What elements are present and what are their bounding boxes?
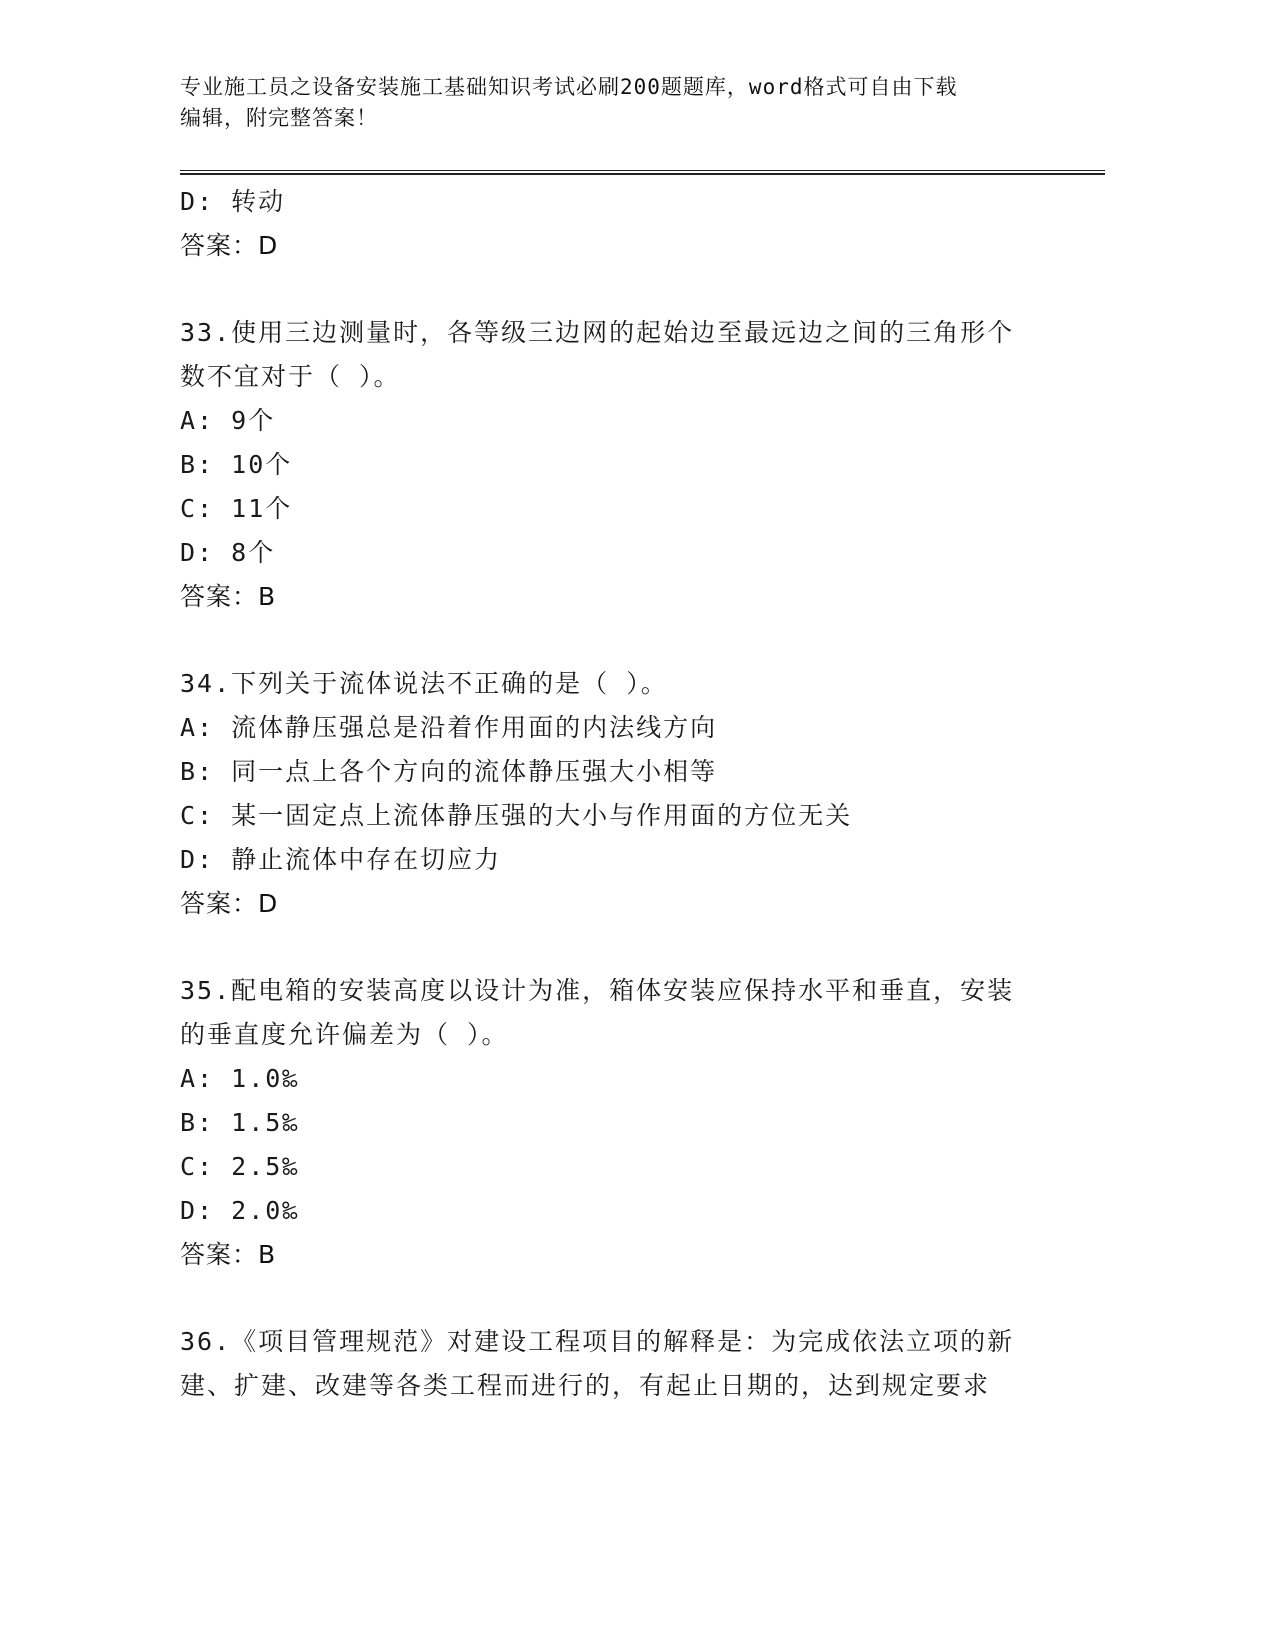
spacer: [180, 619, 1080, 662]
question-stem-line-2: 的垂直度允许偏差为（ ）。: [180, 1020, 509, 1049]
option-b: B: 同一点上各个方向的流体静压强大小相等: [180, 757, 718, 786]
option-b: B: 1.5‰: [180, 1108, 300, 1137]
option-c: C: 2.5‰: [180, 1152, 300, 1181]
answer-label: 答案：D: [180, 889, 279, 918]
option-d: D: 静止流体中存在切应力: [180, 845, 502, 874]
question-stem-line-1: 33.使用三边测量时，各等级三边网的起始边至最远边之间的三角形个: [180, 318, 1015, 347]
answer-label: 答案：B: [180, 1240, 277, 1269]
question-stem-line-2: 建、扩建、改建等各类工程而进行的，有起止日期的，达到规定要求: [180, 1371, 991, 1400]
header-divider-thin: [180, 170, 1105, 171]
option-a: A: 9个: [180, 406, 276, 435]
spacer: [180, 926, 1080, 969]
question-34: [180, 662, 1080, 926]
header-divider-thick: [180, 173, 1105, 175]
answer-label: 答案：B: [180, 582, 277, 611]
question-stem-line-1: 36.《项目管理规范》对建设工程项目的解释是：为完成依法立项的新: [180, 1327, 1015, 1356]
question-36: [180, 1320, 1080, 1408]
question-stem-line-1: 35.配电箱的安装高度以设计为准，箱体安装应保持水平和垂直，安装: [180, 976, 1015, 1005]
option-d: D: 转动: [180, 187, 286, 216]
spacer: [180, 268, 1080, 311]
option-d: D: 2.0‰: [180, 1196, 300, 1225]
question-35: [180, 969, 1080, 1277]
question-stem-line-1: 34.下列关于流体说法不正确的是（ ）。: [180, 669, 668, 698]
option-b: B: 10个: [180, 450, 293, 479]
option-c: C: 某一固定点上流体静压强的大小与作用面的方位无关: [180, 801, 853, 830]
question-32-tail: [180, 180, 1080, 268]
question-stem-line-2: 数不宜对于（ ）。: [180, 362, 401, 391]
document-header: [180, 72, 1060, 134]
option-c: C: 11个: [180, 494, 293, 523]
answer-label: 答案：D: [180, 231, 279, 260]
spacer: [180, 1277, 1080, 1320]
option-a: A: 流体静压强总是沿着作用面的内法线方向: [180, 713, 718, 742]
question-list: [180, 180, 1080, 1408]
header-title-line-2: 编辑，附完整答案！: [180, 106, 378, 130]
header-title-line-1: 专业施工员之设备安装施工基础知识考试必刷200题题库，word格式可自由下载: [180, 75, 958, 99]
option-d: D: 8个: [180, 538, 276, 567]
question-33: [180, 311, 1080, 619]
option-a: A: 1.0‰: [180, 1064, 300, 1093]
